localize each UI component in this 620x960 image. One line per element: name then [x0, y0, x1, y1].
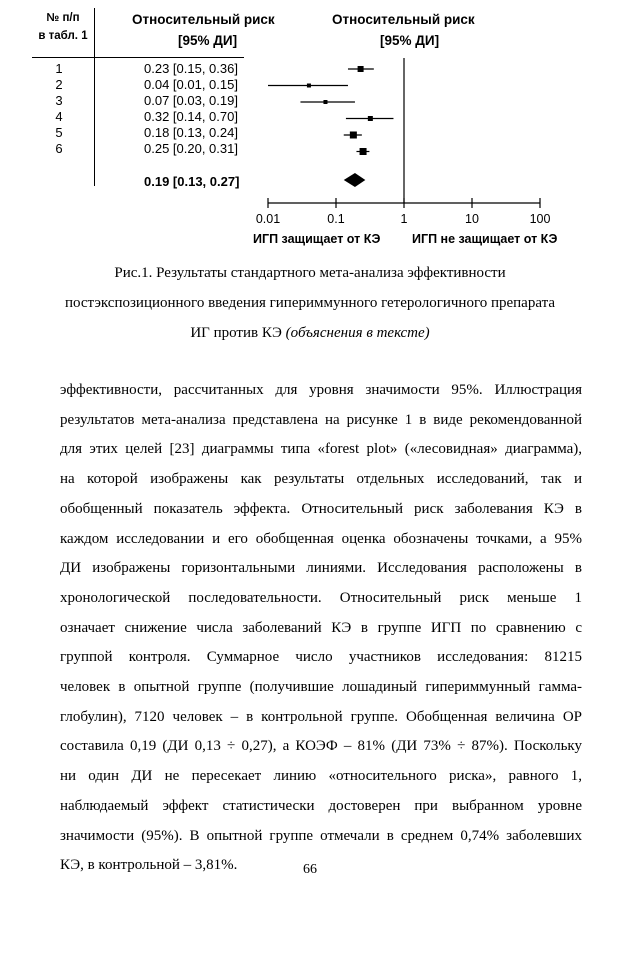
- study-rr-value: 0.07 [0.03, 0.19]: [144, 93, 238, 108]
- study-number: 5: [55, 125, 63, 140]
- body-text-line: на которой изображены как результаты отдельных исследований, так и: [60, 471, 582, 488]
- study-number: 3: [55, 93, 63, 108]
- column-header-number-line1: № п/п: [46, 12, 80, 24]
- figure-caption-line: постэкспозиционного введения гипериммунного гетерологичного препарата: [64, 295, 556, 311]
- study-number: 2: [55, 77, 63, 92]
- body-text-line: обобщенный показатель эффекта. Относительный риск заболевания КЭ в: [60, 500, 582, 517]
- body-text-line: хронологической последовательности. Относительный риск меньше 1: [60, 589, 582, 606]
- body-text-line: группой контроля. Суммарное число участников исследования: 81215: [60, 649, 582, 666]
- study-point: [360, 148, 367, 155]
- x-tick-label: 1: [400, 212, 408, 226]
- caption-italic-note: (объяснения в тексте): [285, 325, 430, 341]
- column-header-number-line2: в табл. 1: [38, 30, 88, 42]
- body-text-line: эффективности, рассчитанных для уровня значимости 95%. Иллюстрация: [60, 382, 582, 398]
- study-rr-value: 0.23 [0.15, 0.36]: [144, 61, 238, 76]
- study-point: [358, 66, 364, 72]
- body-text-line: ДИ изображены горизонтальными линиями. Исследования расположены в: [60, 560, 582, 577]
- body-paragraph: [60, 376, 582, 881]
- body-text-line: глобулин), 7120 человек – в контрольной группе. Обобщенная величина ОР: [60, 708, 582, 725]
- figure-caption-line: Рис.1. Результаты стандартного мета-анализа эффективности: [114, 265, 506, 281]
- study-number: 4: [55, 109, 63, 124]
- body-text-line: наблюдаемый эффект статистически достоверен при выбранном уровне: [60, 797, 582, 814]
- x-axis-label-right: ИГП не защищает от КЭ: [412, 232, 558, 246]
- figure-caption-line: [0, 325, 620, 342]
- x-tick-label: 10: [465, 212, 479, 226]
- body-text-line: каждом исследовании и его обобщенная оценка обозначены точками, а 95%: [60, 530, 582, 547]
- study-point: [350, 132, 357, 139]
- column-header-rr-plot-line1: Относительный риск: [332, 12, 475, 27]
- x-tick-label: 0.1: [327, 212, 345, 226]
- page-number: 66: [303, 862, 317, 877]
- column-header-rr-plot-line2: [95% ДИ]: [380, 33, 440, 48]
- study-point: [323, 100, 327, 104]
- forest-plot: [0, 0, 620, 260]
- column-header-rr-values-line2: [95% ДИ]: [178, 33, 238, 48]
- body-text-line: КЭ, в контрольной – 3,81%.: [60, 857, 238, 874]
- caption-text: ИГ против КЭ: [190, 325, 286, 341]
- column-header-rr-values-line1: Относительный риск: [132, 12, 275, 27]
- study-rr-value: 0.04 [0.01, 0.15]: [144, 77, 238, 92]
- study-rr-value: 0.25 [0.20, 0.31]: [144, 141, 238, 156]
- summary-rr-value: 0.19 [0.13, 0.27]: [144, 174, 240, 189]
- study-point: [307, 84, 311, 88]
- body-text-line: человек в опытной группе (получившие лошадиный гипериммунный гамма-: [60, 679, 582, 696]
- study-rr-value: 0.18 [0.13, 0.24]: [144, 125, 238, 140]
- body-text-line: для этих целей [23] диаграммы типа «forest plot» («лесовидная» диаграмма),: [60, 441, 582, 458]
- body-text-line: означает снижение числа заболеваний КЭ в группе ИГП по сравнению с: [60, 619, 582, 636]
- body-text-line: значимости (95%). В опытной группе отмечали в среднем 0,74% заболевших: [60, 827, 582, 844]
- study-rr-value: 0.32 [0.14, 0.70]: [144, 109, 238, 124]
- x-axis-label-left: ИГП защищает от КЭ: [253, 232, 381, 246]
- study-number: 6: [55, 141, 63, 156]
- study-point: [368, 116, 373, 121]
- study-number: 1: [55, 61, 63, 76]
- body-text-line: ни один ДИ не пересекает линию «относительного риска», равного 1,: [60, 768, 582, 785]
- body-text-line: составила 0,19 (ДИ 0,13 ÷ 0,27), а КОЭФ – 81% (ДИ 73% ÷ 87%). Поскольку: [60, 738, 582, 755]
- summary-diamond: [344, 173, 366, 187]
- x-tick-label: 0.01: [255, 212, 281, 226]
- x-tick-label: 100: [529, 212, 551, 226]
- body-text-line: результатов мета-анализа представлена на рисунке 1 в виде рекомендованной: [60, 411, 582, 428]
